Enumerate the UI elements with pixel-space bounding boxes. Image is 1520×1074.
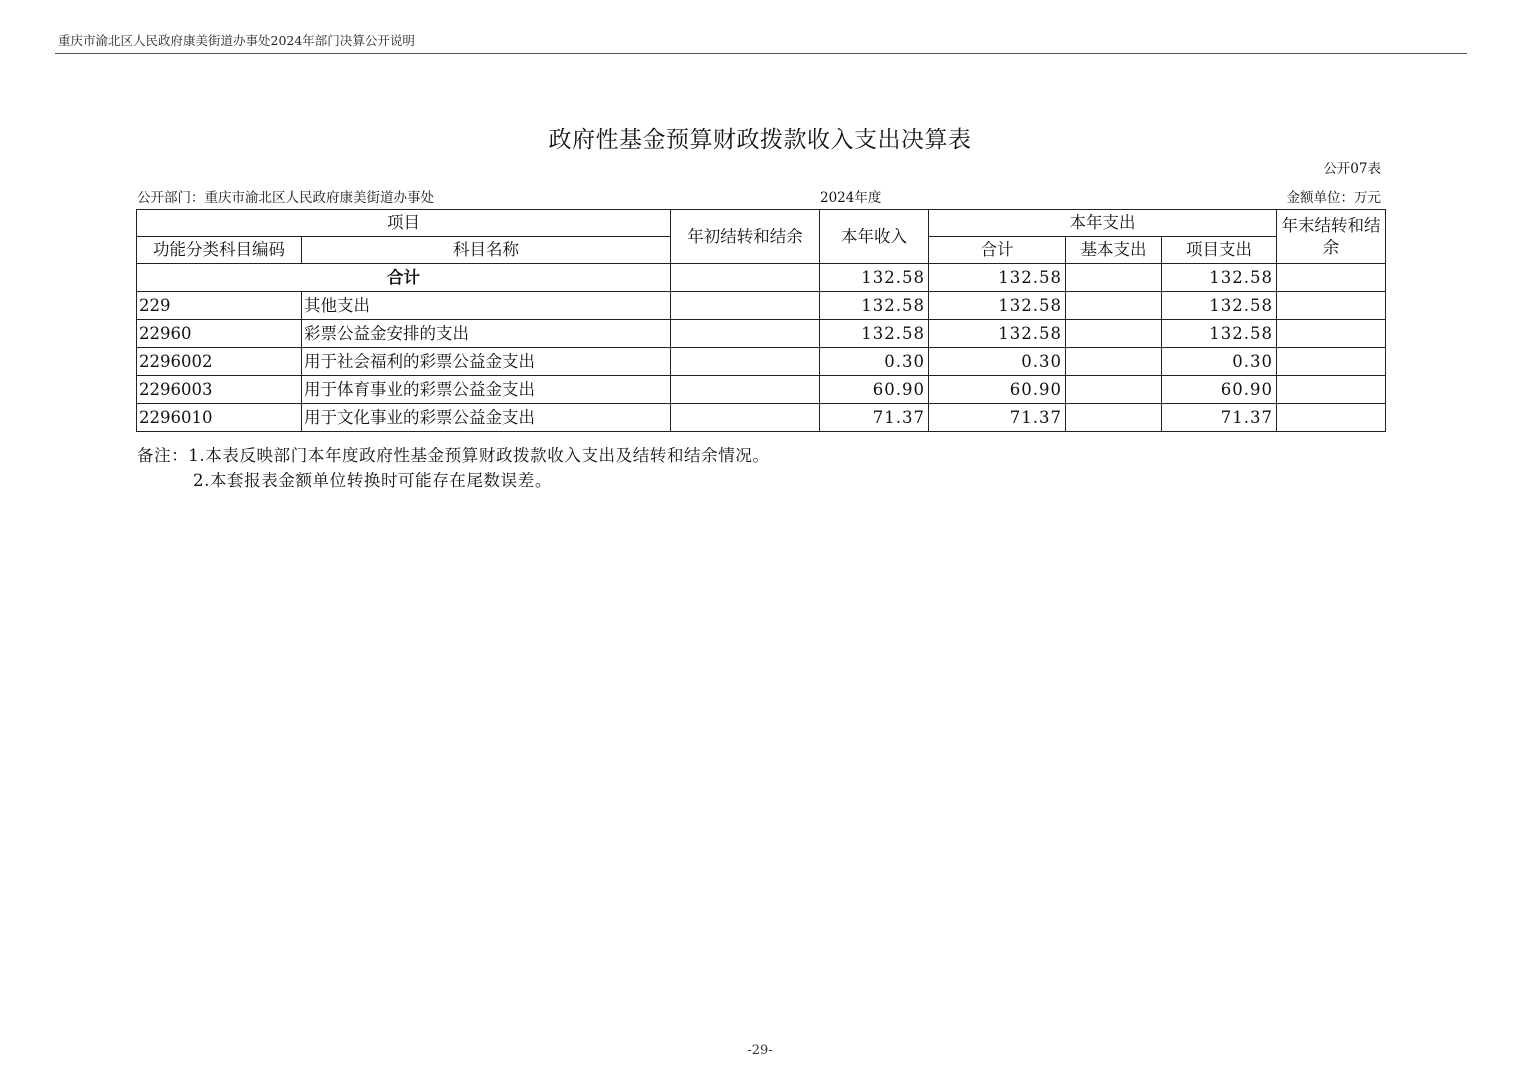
row-name: 用于社会福利的彩票公益金支出: [302, 348, 671, 376]
table-title: 政府性基金预算财政拨款收入支出决算表: [548, 127, 972, 153]
row-income: 71.37: [820, 404, 929, 432]
row-begin-balance: [671, 348, 820, 376]
total-exp-project: 132.58: [1162, 264, 1277, 292]
table-row: [137, 292, 1386, 320]
row-exp-total: 132.58: [929, 320, 1066, 348]
row-code: 2296010: [137, 404, 302, 432]
row-exp-project: 132.58: [1162, 320, 1277, 348]
table-row: [137, 320, 1386, 348]
row-name: 用于文化事业的彩票公益金支出: [302, 404, 671, 432]
row-end-balance: [1277, 320, 1386, 348]
total-row: [137, 264, 1386, 292]
col-header-expense: 本年支出: [929, 210, 1277, 237]
note-line-2: 2.本套报表金额单位转换时可能存在尾数误差。: [193, 471, 552, 490]
col-header-code: 功能分类科目编码: [137, 237, 302, 264]
col-header-income: 本年收入: [820, 210, 929, 264]
header-row-1: [137, 210, 1386, 237]
table-number: 公开07表: [1323, 161, 1381, 177]
amount-unit-label: 金额单位：万元: [1286, 190, 1381, 206]
row-exp-project: 0.30: [1162, 348, 1277, 376]
col-header-item: 项目: [137, 210, 671, 237]
total-exp-basic: [1066, 264, 1162, 292]
row-exp-total: 0.30: [929, 348, 1066, 376]
note-line-1: 备注：1.本表反映部门本年度政府性基金预算财政拨款收入支出及结转和结余情况。: [137, 446, 770, 465]
row-end-balance: [1277, 292, 1386, 320]
row-exp-project: 71.37: [1162, 404, 1277, 432]
fund-budget-table: [136, 209, 1386, 432]
row-begin-balance: [671, 292, 820, 320]
row-income: 60.90: [820, 376, 929, 404]
col-header-end-balance: 年末结转和结余: [1277, 210, 1386, 264]
row-income: 132.58: [820, 320, 929, 348]
row-code: 2296003: [137, 376, 302, 404]
row-code: 2296002: [137, 348, 302, 376]
col-header-exp-basic: 基本支出: [1066, 237, 1162, 264]
total-income: 132.58: [820, 264, 929, 292]
col-header-begin-balance: 年初结转和结余: [671, 210, 820, 264]
row-exp-basic: [1066, 376, 1162, 404]
row-income: 132.58: [820, 292, 929, 320]
row-code: 22960: [137, 320, 302, 348]
col-header-exp-total: 合计: [929, 237, 1066, 264]
department-label: 公开部门：重庆市渝北区人民政府康美街道办事处: [137, 190, 434, 206]
total-exp-total: 132.58: [929, 264, 1066, 292]
row-begin-balance: [671, 376, 820, 404]
table-row: [137, 376, 1386, 404]
total-begin-balance: [671, 264, 820, 292]
row-exp-total: 71.37: [929, 404, 1066, 432]
row-exp-total: 60.90: [929, 376, 1066, 404]
row-exp-basic: [1066, 320, 1162, 348]
row-end-balance: [1277, 348, 1386, 376]
row-begin-balance: [671, 404, 820, 432]
table-row: [137, 404, 1386, 432]
row-exp-basic: [1066, 348, 1162, 376]
row-exp-project: 132.58: [1162, 292, 1277, 320]
header-rule: [55, 53, 1467, 54]
total-end-balance: [1277, 264, 1386, 292]
total-label: 合计: [137, 264, 671, 292]
row-income: 0.30: [820, 348, 929, 376]
row-exp-basic: [1066, 292, 1162, 320]
row-exp-total: 132.58: [929, 292, 1066, 320]
page-number: -29-: [747, 1043, 773, 1058]
row-name: 其他支出: [302, 292, 671, 320]
row-exp-project: 60.90: [1162, 376, 1277, 404]
row-end-balance: [1277, 376, 1386, 404]
row-begin-balance: [671, 320, 820, 348]
row-name: 彩票公益金安排的支出: [302, 320, 671, 348]
row-name: 用于体育事业的彩票公益金支出: [302, 376, 671, 404]
fiscal-year-label: 2024年度: [820, 190, 882, 206]
col-header-name: 科目名称: [302, 237, 671, 264]
table-row: [137, 348, 1386, 376]
page-header: 重庆市渝北区人民政府康美街道办事处2024年部门决算公开说明: [58, 33, 415, 48]
col-header-exp-project: 项目支出: [1162, 237, 1277, 264]
row-end-balance: [1277, 404, 1386, 432]
row-exp-basic: [1066, 404, 1162, 432]
row-code: 229: [137, 292, 302, 320]
